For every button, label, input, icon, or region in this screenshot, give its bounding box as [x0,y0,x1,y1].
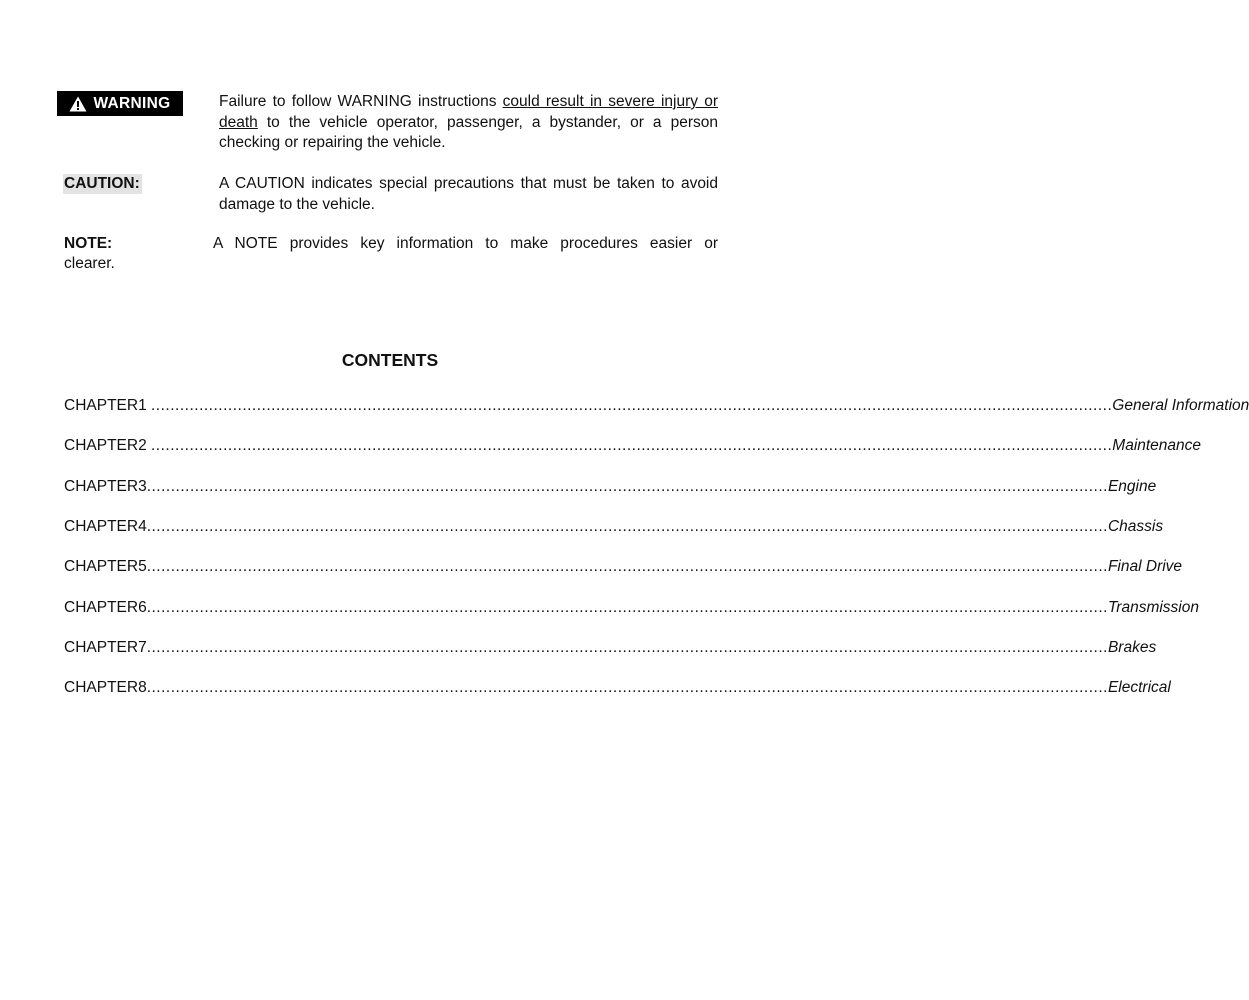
toc-row [64,517,1164,537]
caution-label: CAUTION: [64,175,140,192]
toc-leader-dots: ........................................................................................................................................................................................................ [146,517,1108,535]
toc-chapter-number: CHAPTER6 [64,598,147,616]
warning-text-before: Failure to follow WARNING instructions [219,93,503,110]
toc-leader-dots: ........................................................................................................................................................................................................ [146,477,1108,495]
toc-row [64,436,1202,456]
toc-row [64,477,1157,497]
toc-row [64,557,1183,577]
toc-leader-dots: ........................................................................................................................................................................................................ [146,558,1108,576]
toc-chapter-title: Transmission [1107,598,1199,616]
toc-row [64,598,1199,618]
warning-badge [57,91,183,116]
toc-row [64,678,1171,698]
toc-chapter-number: CHAPTER5 [64,558,147,576]
toc-leader-dots: ........................................................................................................................................................................................................ [151,437,1113,455]
toc-chapter-number: CHAPTER8 [64,679,147,697]
toc-chapter-number: CHAPTER1 [64,397,151,414]
caution-text: A CAUTION indicates special precautions that must be taken to avoid damage to the vehicle. [219,175,718,213]
toc-chapter-title: Electrical [1107,679,1171,697]
toc-chapter-title: Chassis [1107,517,1164,535]
toc-leader-dots: ........................................................................................................................................................................................................ [146,598,1108,616]
toc-chapter-number: CHAPTER7 [64,638,147,656]
toc-leader-dots: ........................................................................................................................................................................................................ [146,679,1108,697]
toc-chapter-number: CHAPTER4 [64,517,147,535]
toc-chapter-title: Brakes [1107,638,1157,656]
toc-chapter-title: Final Drive [1107,558,1183,576]
toc-chapter-title: Engine [1107,477,1157,495]
toc-chapter-title: General Information [1112,397,1249,414]
warning-text-after: to the vehicle operator, passenger, a bystander, or a person checking or repairing the vehicle. [219,113,718,151]
toc-chapter-number: CHAPTER3 [64,477,147,495]
warning-badge-label: WARNING [93,94,171,112]
note-text: A NOTE provides key information to make procedures easier or [213,235,718,252]
toc-chapter-number: CHAPTER2 [64,437,151,455]
warning-text-underlined: could result in severe injury or death [219,93,718,131]
toc-row [64,396,1249,416]
warning-text [219,92,718,154]
toc-leader-dots: ........................................................................................................................................................................................................ [146,638,1108,656]
toc-row [64,638,1157,658]
toc-leader-dots: ........................................................................................................................................................................................................ [151,397,1113,414]
warning-triangle-icon [69,96,87,112]
note-text-continuation: clearer. [64,255,115,272]
contents-title: CONTENTS [341,350,439,370]
note-label: NOTE: [64,235,113,252]
toc-chapter-title: Maintenance [1112,437,1202,455]
